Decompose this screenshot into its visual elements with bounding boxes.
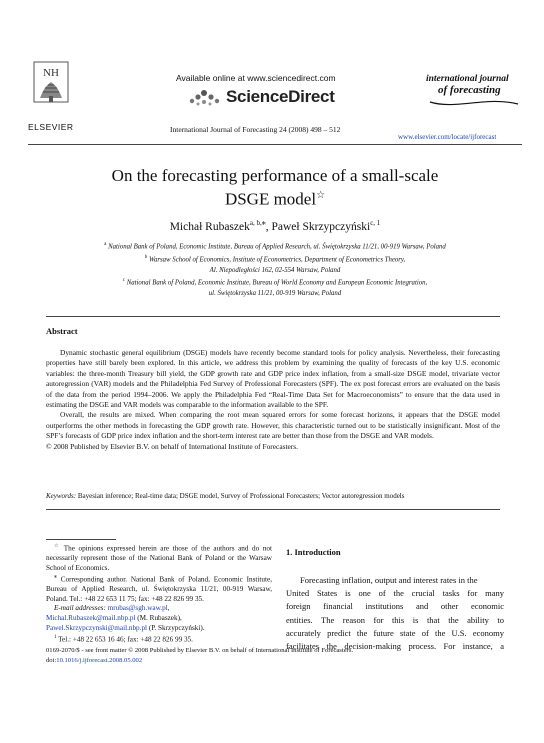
footnote-email-3 bbox=[46, 624, 272, 634]
header-rule bbox=[28, 144, 522, 145]
footnote-one-text: Tel.: +48 22 653 16 46; fax: +48 22 826 99 35. bbox=[58, 635, 193, 644]
sciencedirect-wordmark: ScienceDirect bbox=[226, 87, 335, 106]
abstract-copyright: © 2008 Published by Elsevier B.V. on behalf of International Institute of Forecasters. bbox=[46, 441, 298, 451]
email-3-owner: (P. Skrzypczyński). bbox=[148, 623, 205, 632]
intro-heading: 1. Introduction bbox=[286, 547, 341, 557]
issn-line: 0169-2070/$ - see front matter © 2008 Published by Elsevier B.V. on behalf of International Institute of Forecasters. bbox=[46, 647, 354, 654]
article-title bbox=[60, 166, 490, 210]
intro-line: accurately predict the future state of the U.S. economy bbox=[286, 627, 504, 638]
affiliation-b-cont: Al. Niepodległości 162, 02-554 Warsaw, Poland bbox=[209, 266, 341, 274]
abstract-top-rule bbox=[46, 316, 500, 317]
footnote-star-text: The opinions expressed herein are those of the authors and do not necessarily represent those of the National Bank of Poland or the Warsaw School of Economics. bbox=[46, 544, 273, 572]
keywords-label: Keywords: bbox=[46, 492, 77, 500]
affiliation-c-mark: c bbox=[122, 278, 125, 284]
footnote-one-mark: 1 bbox=[54, 635, 57, 641]
footnote-email-2 bbox=[46, 614, 272, 624]
journal-logo bbox=[426, 74, 522, 120]
affiliation-a-text: National Bank of Poland, Economic Institute, Bureau of Applied Research, ul. Świętokrzyska 11/21, 00-919 Warsaw, Poland bbox=[108, 243, 446, 251]
affiliation-c-cont: ul. Świętokrzyska 11/21, 00-919 Warsaw, Poland bbox=[208, 290, 342, 298]
affiliation-b-text: Warsaw School of Economics, Institute of Econometrics, Department of Econometrics Theory, bbox=[148, 256, 406, 264]
email-label: E-mail addresses: bbox=[54, 604, 106, 613]
intro-line: entities. The reason for this is that the ability to bbox=[286, 614, 504, 625]
journal-logo-swash-icon bbox=[426, 96, 522, 112]
footnote-corresponding-mark: ⁎ bbox=[54, 574, 57, 581]
sciencedirect-logo bbox=[188, 86, 368, 108]
affiliation-c bbox=[40, 276, 510, 289]
abstract-body bbox=[46, 348, 500, 452]
doi-link[interactable]: 10.1016/j.ijforecast.2008.05.002 bbox=[56, 657, 143, 664]
svg-text:NH: NH bbox=[43, 67, 59, 79]
author-skrzypczynski: Paweł Skrzypczyński bbox=[271, 220, 371, 233]
abstract-bottom-rule bbox=[46, 509, 500, 510]
title-line2 bbox=[60, 186, 490, 210]
intro-line: foreign financial institutions and other economic bbox=[286, 601, 504, 612]
email-sep: , bbox=[167, 604, 170, 613]
abstract-heading: Abstract bbox=[46, 326, 78, 336]
author1-affiliation-marks: a, b, bbox=[249, 219, 262, 227]
title-line1: On the forecasting performance of a small-scale bbox=[111, 166, 439, 185]
affiliation-b-mark: b bbox=[144, 254, 148, 260]
intro-line: facilitates the decision-making process. For instance, a bbox=[286, 641, 504, 652]
footnote-corresponding bbox=[46, 573, 272, 604]
email-link-2[interactable]: Michal.Rubaszek@mail.nbp.pl bbox=[46, 613, 136, 622]
journal-logo-line1: international journal bbox=[426, 74, 509, 84]
intro-line: United States is one of the crucial tasks for many bbox=[286, 588, 504, 599]
doi-line bbox=[46, 657, 142, 664]
footnote-star-mark: ☆ bbox=[54, 544, 61, 549]
elsevier-tree-icon bbox=[28, 58, 74, 120]
footnote-rule bbox=[46, 539, 116, 540]
abstract-paragraph-2: Overall, the results are mixed. When comparing the root mean squared errors for some forecast horizons, it appears that the DSGE model outperforms the other methods in forecasting the GDP growth rate. However, this characteristic turned out to be statistically insignificant. Most of the SPF’s forecasts of GDP price index inflation and the short-term interest rate are better than those from the DSGE and VAR models. bbox=[46, 410, 500, 441]
footnotes bbox=[46, 542, 272, 645]
corresponding-author-mark[interactable]: ⁎ bbox=[261, 218, 266, 227]
email-link-1[interactable]: mrubas@sgh.waw.pl bbox=[107, 604, 168, 613]
author-rubaszek: Michał Rubaszek bbox=[169, 220, 250, 233]
journal-citation: International Journal of Forecasting 24 (2008) 498 – 512 bbox=[170, 125, 341, 134]
affiliation-b bbox=[40, 253, 510, 266]
keywords-text: Bayesian inference; Real-time data; DSGE model, Survey of Professional Forecasters; Vector autoregression models bbox=[77, 492, 405, 500]
journal-logo-line2: of forecasting bbox=[438, 84, 501, 96]
footnote-emails bbox=[46, 604, 272, 614]
footnote-corresponding-text: Corresponding author. National Bank of Poland, Economic Institute, Bureau of Applied Research, ul. Świętokrzyska 11/21, 00-919 Warsaw, Poland. Tel.: +48 22 653 11 75; fax: +48 22 826 99 35. bbox=[46, 575, 272, 603]
doi-label: doi: bbox=[46, 657, 57, 664]
email-link-3[interactable]: Pawel.Skrzypczynski@mail.nbp.pl bbox=[46, 623, 148, 632]
footnote-star bbox=[46, 542, 272, 573]
available-online: Available online at www.sciencedirect.com bbox=[176, 73, 336, 83]
affiliation-a-mark: a bbox=[104, 242, 107, 247]
affiliation-a bbox=[40, 240, 510, 253]
intro-line: Forecasting inflation, output and interest rates in the bbox=[300, 575, 478, 585]
sciencedirect-dots-icon bbox=[188, 87, 222, 107]
author-separator: , bbox=[265, 220, 272, 233]
elsevier-logo bbox=[28, 58, 74, 120]
abstract-paragraph-1: Dynamic stochastic general equilibrium (DSGE) models have recently become standard tools for policy analysis. Nevertheless, their forecasting properties have still barely been explored. In this article, we address this problem by examining the quality of forecasts of the key U.S. economic variables: the three-month Treasury bill yield, the GDP growth rate and GDP price index inflation, from a small-size DSGE model, trivariate vector autoregression (VAR) models and the Philadelphia Fed Survey of Professional Forecasters (SPF). The ex post forecast errors are evaluated on the basis of the data from the period 1994–2006. We apply the Philadelphia Fed “Real-Time Data Set for Macroeconomists” to ensure that the data used in estimating the DSGE and VAR models was comparable to the information available to the SPF. bbox=[46, 348, 500, 410]
keywords bbox=[46, 492, 506, 500]
affiliation-c-text: National Bank of Poland, Economic Institute, Bureau of World Economy and European Economic Integration, bbox=[126, 279, 428, 287]
affiliations bbox=[40, 240, 510, 300]
title-line2-text: DSGE model bbox=[224, 189, 317, 209]
email-2-owner: (M. Rubaszek), bbox=[137, 613, 182, 622]
title-star-footnote-mark[interactable]: ☆ bbox=[316, 190, 326, 201]
footnote-one bbox=[46, 633, 272, 645]
journal-url[interactable]: www.elsevier.com/locate/ijforecast bbox=[398, 133, 497, 141]
author-line bbox=[60, 218, 490, 233]
intro-body bbox=[286, 574, 504, 653]
publisher-name: ELSEVIER bbox=[28, 122, 74, 132]
author2-affiliation-marks: c, 1 bbox=[370, 219, 381, 227]
